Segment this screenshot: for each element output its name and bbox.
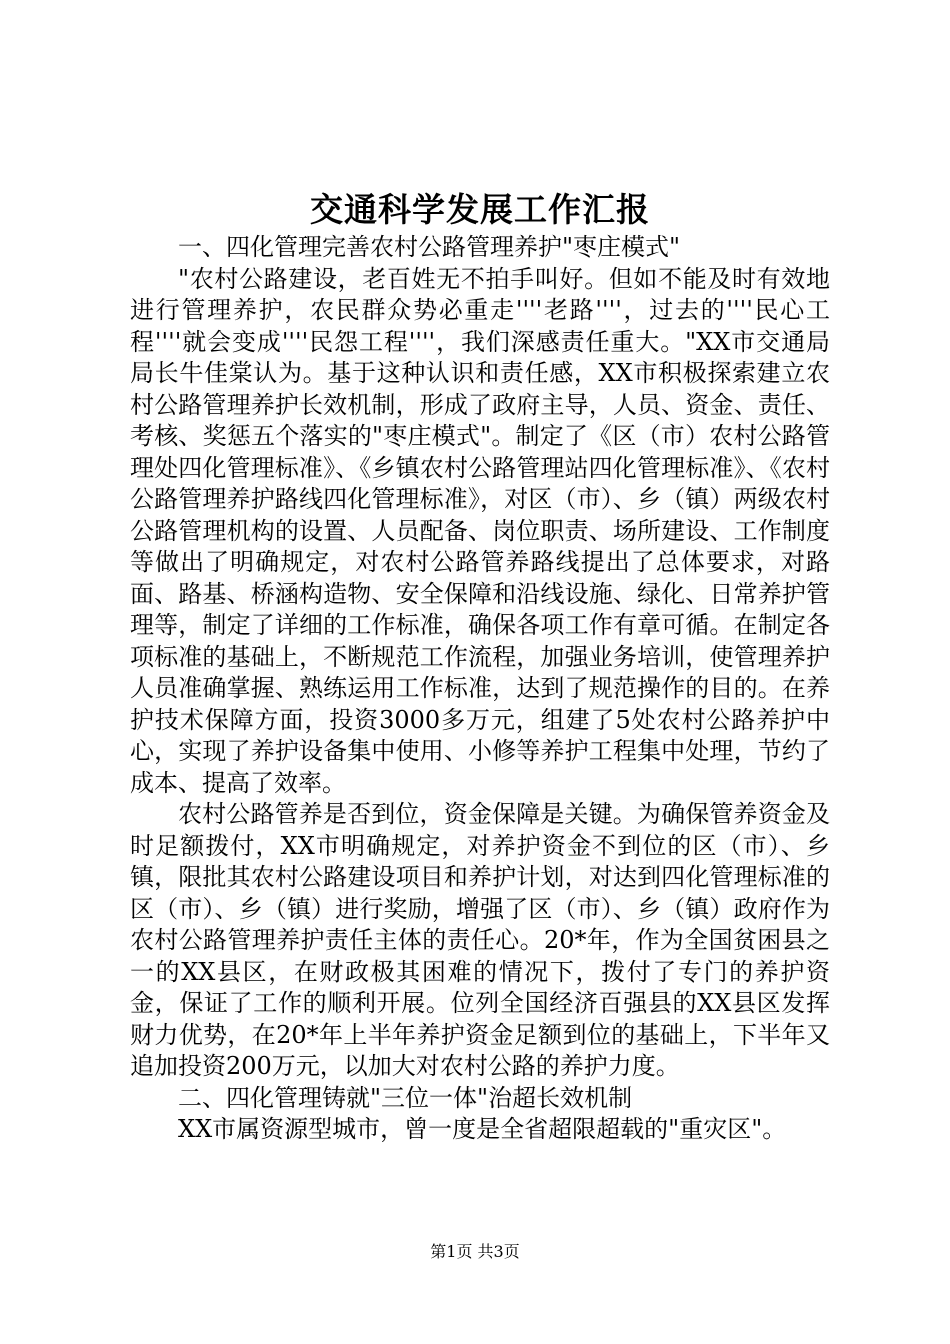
document-body [130,232,830,1146]
document-title: 交通科学发展工作汇报 [310,190,650,229]
section-heading-1: 一、四化管理完善农村公路管理养护"枣庄模式" [178,233,681,261]
body-paragraph-1: "农村公路建设，老百姓无不拍手叫好。但如不能及时有效地进行管理养护，农民群众势必重走''''老路''''，过去的''''民心工程''''就会变成''''民怨工程''''，我们深感责任重大。"XX市交通局局长牛佳棠认为。基于这种认识和责任感，XX市积极探索建立农村公路管理养护长效机制，形成了政府主导，人员、资金、责任、考核、奖惩五个落实的"枣庄模式"。制定了《区（市）农村公路管理处四化管理标准》、《乡镇农村公路管理站四化管理标准》、《农村公路管理养护路线四化管理标准》，对区（市）、乡（镇）两级农村公路管理机构的设置、人员配备、岗位职责、场所建设、工作制度等做出了明确规定，对农村公路管养路线提出了总体要求，对路面、路基、桥涵构造物、安全保障和沿线设施、绿化、日常养护管理等，制定了详细的工作标准，确保各项工作有章可循。在制定各项标准的基础上，不断规范工作流程，加强业务培训，使管理养护人员准确掌握、熟练运用工作标准，达到了规范操作的目的。在养护技术保障方面，投资3000多万元，组建了5处农村公路养护中心，实现了养护设备集中使用、小修等养护工程集中处理，节约了成本、提高了效率。 [130,264,830,797]
section-heading-2: 二、四化管理铸就"三位一体"治超长效机制 [178,1083,633,1112]
page-footer: 第1页 共3页 [430,1242,520,1261]
body-paragraph-3: XX市属资源型城市，曾一度是全省超限超载的"重灾区"。 [178,1115,787,1143]
body-paragraph-2: 农村公路管养是否到位，资金保障是关键。为确保管养资金及时足额拨付，XX市明确规定，对养护资金不到位的区（市）、乡镇，限批其农村公路建设项目和养护计划，对达到四化管理标准的区（市）、乡（镇）进行奖励，增强了区（市）、乡（镇）政府作为农村公路管理养护责任主体的责任心。20*年，作为全国贫困县之一的XX县区，在财政极其困难的情况下，拨付了专门的养护资金，保证了工作的顺利开展。位列全国经济百强县的XX县区发挥财力优势，在20*年上半年养护资金足额到位的基础上，下半年又追加投资200万元，以加大对农村公路的养护力度。 [130,800,830,1080]
